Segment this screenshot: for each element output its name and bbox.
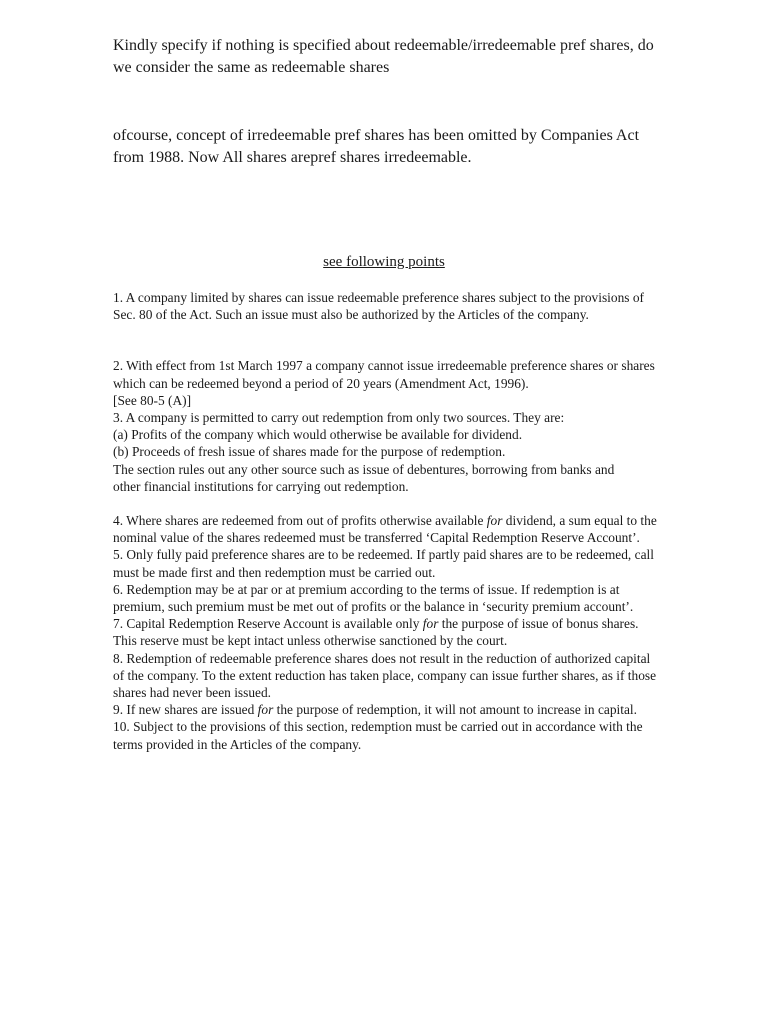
point-4-italic: for [486,513,503,529]
points-heading: see following points [323,254,445,270]
point-9-start: 9. If new shares are issued [113,702,258,718]
point-2-reference: [See 80-5 (A)] [113,392,192,408]
point-7-end: the purpose of issue of bonus shares. This reserve must be kept intact unless otherwise sanctioned by the court. [113,616,639,649]
point-4-end: dividend, a sum equal to the nominal value of the shares redeemed must be transferred ‘Capital Redemption Reserve Account’. [113,513,657,546]
points-list [113,289,661,753]
point-3-b: (b) Proceeds of fresh issue of shares made for the purpose of redemption. [113,444,506,460]
answer-text: ofcourse, concept of irredeemable pref shares has been omitted by Companies Act from 1988. Now All shares arepref shares irredeemable. [113,127,640,166]
question-text: Kindly specify if nothing is specified about redeemable/irredeemable pref shares, do we consider the same as redeemable shares [113,37,654,76]
point-7-italic: for [422,616,439,632]
point-3-note-line-1: The section rules out any other source such as issue of debentures, borrowing from banks and [113,461,615,477]
point-7-start: 7. Capital Redemption Reserve Account is available only [113,616,423,632]
point-10: 10. Subject to the provisions of this section, redemption must be carried out in accordance with the terms provided in the Articles of the company. [113,719,643,752]
point-8: 8. Redemption of redeemable preference shares does not result in the reduction of authorized capital of the company. To the extent reduction has taken place, company can issue further shares, as if those shares had never been issued. [113,650,657,701]
point-7 [113,615,661,649]
point-4 [113,512,661,546]
point-1: 1. A company limited by shares can issue redeemable preference shares subject to the provisions of Sec. 80 of the Act. Such an issue must also be authorized by the Articles of the company. [113,290,644,323]
point-3-note-line-2: other financial institutions for carrying out redemption. [113,478,409,494]
point-5: 5. Only fully paid preference shares are to be redeemed. If partly paid shares are to be redeemed, call must be made first and then redemption must be carried out. [113,547,654,580]
point-4-start: 4. Where shares are redeemed from out of profits otherwise available [113,513,487,529]
point-2: 2. With effect from 1st March 1997 a company cannot issue irredeemable preference shares or shares which can be redeemed beyond a period of 20 years (Amendment Act, 1996). [113,358,655,391]
point-3-a: (a) Profits of the company which would otherwise be available for dividend. [113,427,523,443]
point-3: 3. A company is permitted to carry out redemption from only two sources. They are: [113,410,565,426]
point-9-italic: for [257,702,274,718]
point-6: 6. Redemption may be at par or at premium according to the terms of issue. If redemption is at premium, such premium must be met out of profits or the balance in ‘security premium account’. [113,581,634,615]
point-9-end: the purpose of redemption, it will not amount to increase in capital. [273,702,637,718]
point-9 [113,701,661,718]
